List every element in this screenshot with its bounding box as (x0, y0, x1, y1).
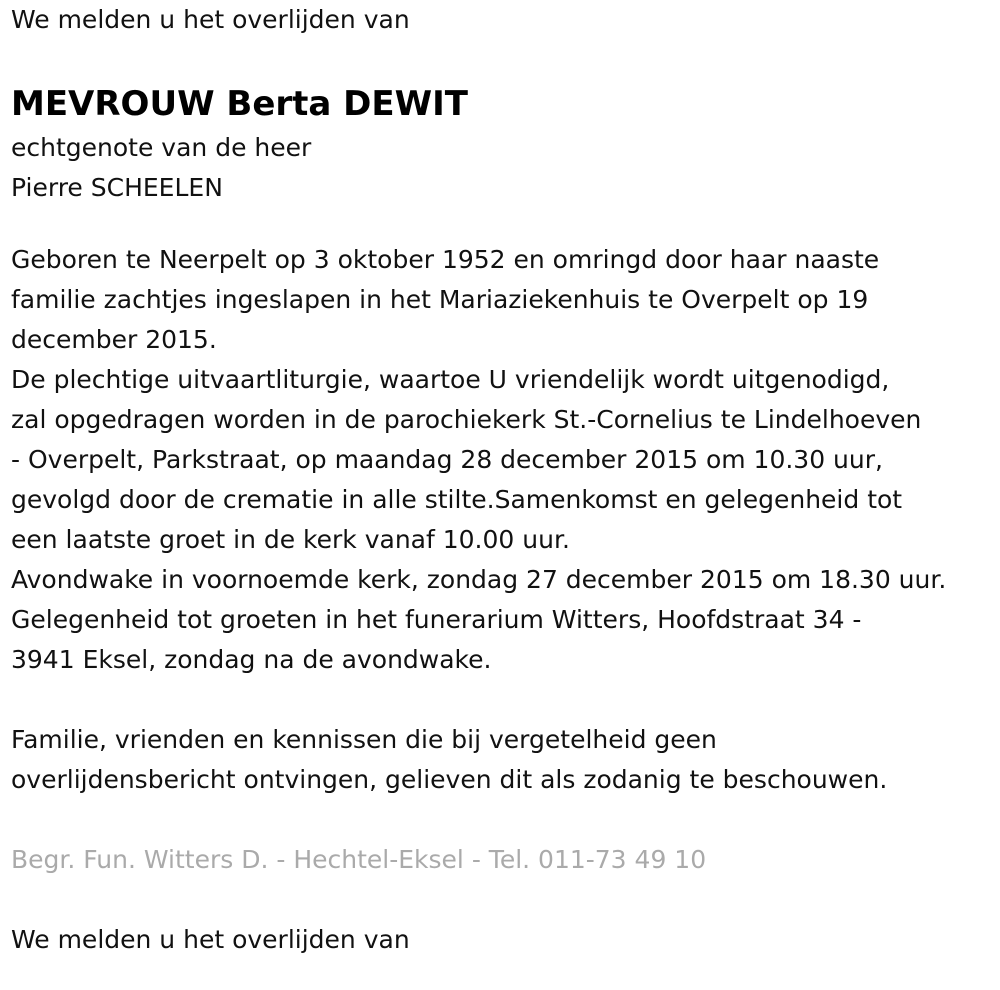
spacer (11, 680, 996, 720)
spacer (11, 800, 996, 840)
body-line: gevolgd door de crematie in alle stilte.Samenkomst en gelegenheid tot (11, 485, 903, 514)
body-line: Geboren te Neerpelt op 3 oktober 1952 en omringd door haar naaste (11, 245, 880, 274)
body-line: De plechtige uitvaartliturgie, waartoe U vriendelijk wordt uitgenodigd, (11, 365, 890, 394)
body-line: 3941 Eksel, zondag na de avondwake. (11, 645, 492, 674)
notice-line: overlijdensbericht ontvingen, gelieven dit als zodanig te beschouwen. (11, 765, 888, 794)
obituary-document (11, 0, 996, 960)
body-line: familie zachtjes ingeslapen in het Mariaziekenhuis te Overpelt op 19 (11, 285, 869, 314)
body-line: Gelegenheid tot groeten in het funerarium Witters, Hoofdstraat 34 - (11, 605, 862, 634)
spacer (11, 40, 996, 80)
funeral-home-credit: Begr. Fun. Witters D. - Hechtel-Eksel - Tel. 011-73 49 10 (11, 845, 707, 874)
notice-paragraph (11, 720, 996, 800)
body-line: een laatste groet in de kerk vanaf 10.00 uur. (11, 525, 570, 554)
notice-line: Familie, vrienden en kennissen die bij vergetelheid geen (11, 725, 717, 754)
body-line: december 2015. (11, 325, 217, 354)
next-intro-text: We melden u het overlijden van (11, 925, 410, 954)
spacer (11, 208, 996, 240)
intro-text: We melden u het overlijden van (11, 5, 410, 34)
body-line: zal opgedragen worden in de parochiekerk St.-Cornelius te Lindelhoeven (11, 405, 922, 434)
spouse-line-1: echtgenote van de heer (11, 133, 312, 162)
deceased-name: MEVROUW Berta DEWIT (11, 84, 468, 124)
spouse-line-2: Pierre SCHEELEN (11, 173, 223, 202)
spacer (11, 880, 996, 920)
body-line: Avondwake in voornoemde kerk, zondag 27 december 2015 om 18.30 uur. (11, 565, 947, 594)
body-line: - Overpelt, Parkstraat, op maandag 28 december 2015 om 10.30 uur, (11, 445, 883, 474)
obituary-body (11, 240, 996, 680)
